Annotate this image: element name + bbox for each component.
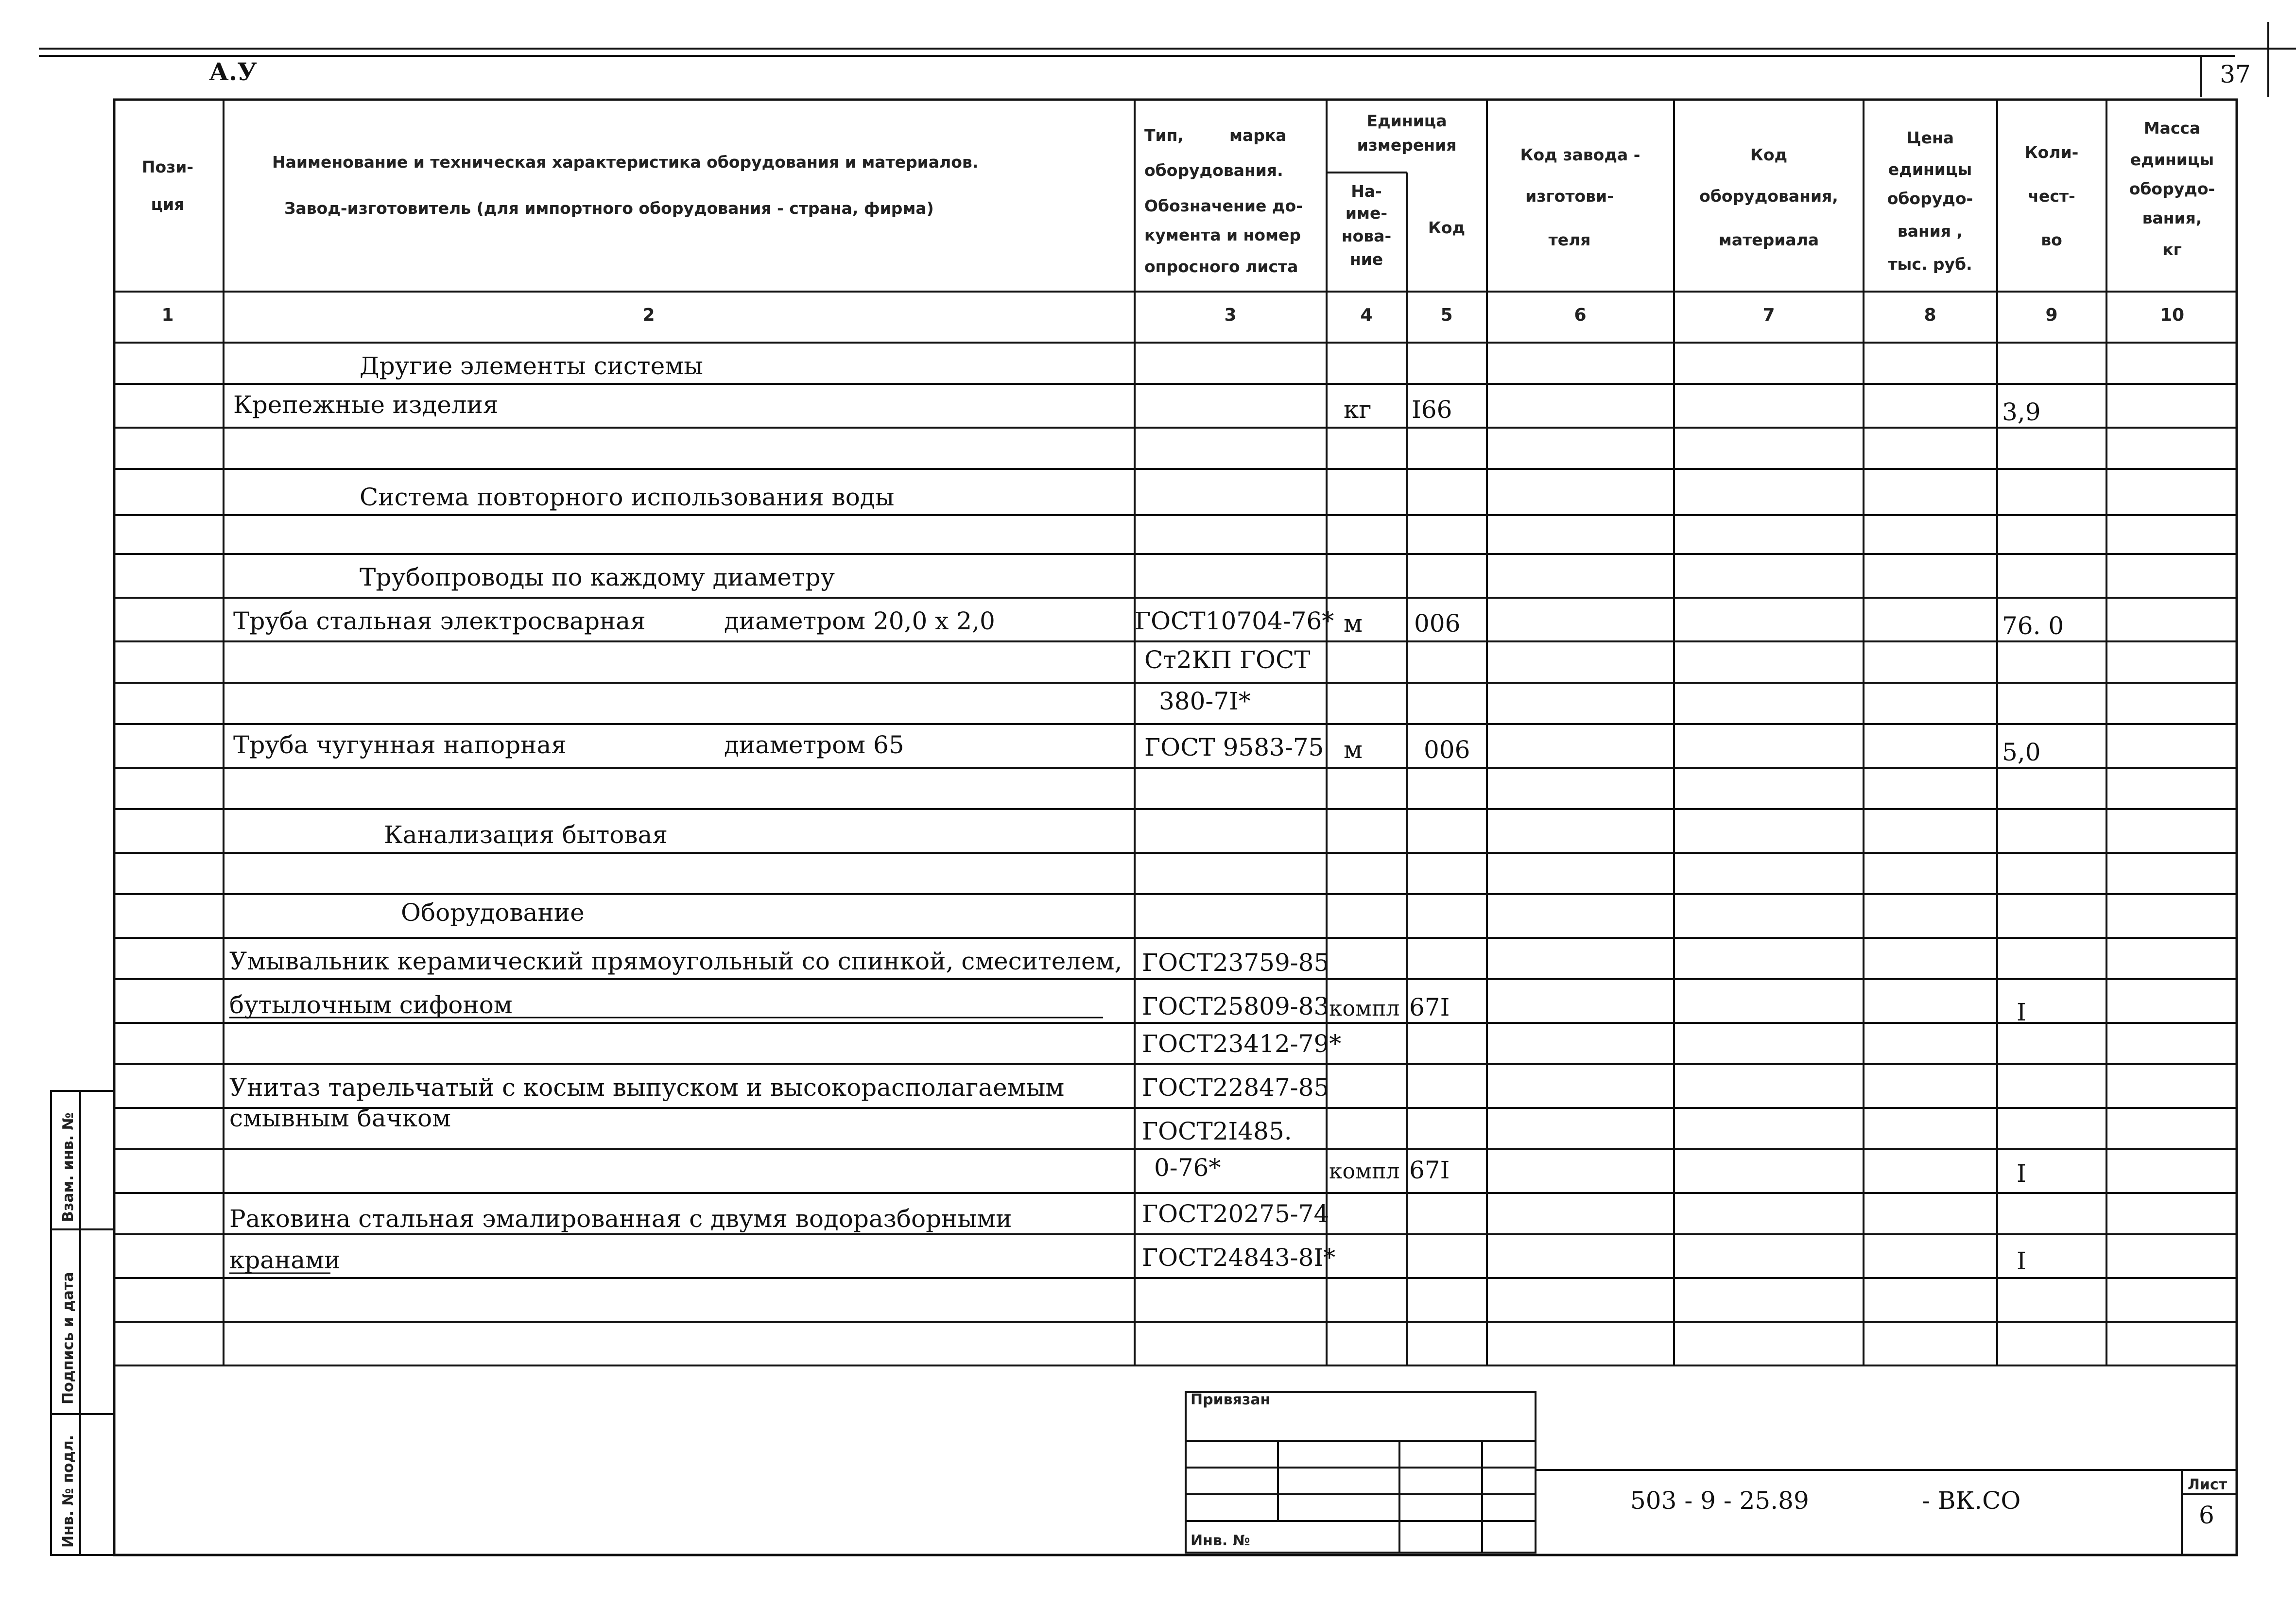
col-type-header-6: опросного листа xyxy=(1144,257,1298,276)
row-code: 67I xyxy=(1409,1156,1450,1184)
row-code: 006 xyxy=(1414,609,1461,638)
column-number: 5 xyxy=(1440,305,1453,325)
strip-replacement-inv: Взам. инв. № xyxy=(60,1112,77,1222)
col-type-header-3: оборудования. xyxy=(1144,161,1283,180)
column-number: 3 xyxy=(1224,305,1237,325)
col-price-header-5: тыс. руб. xyxy=(1888,255,1972,274)
row-type: ГОСТ23412-79* xyxy=(1142,1030,1342,1058)
row-type: ГОСТ22847-85 xyxy=(1142,1073,1329,1102)
col-unit-name-header-4: ние xyxy=(1349,250,1383,269)
sheet-label: Лист xyxy=(2188,1476,2227,1493)
row-name: Система повторного использования воды xyxy=(360,483,895,511)
row-qty: 3,9 xyxy=(2002,398,2041,426)
bound-label: Привязан xyxy=(1191,1391,1271,1408)
table-body xyxy=(229,352,2064,1275)
row-type: ГОСТ 9583-75 xyxy=(1144,733,1324,761)
page-number: 37 xyxy=(2220,60,2251,88)
row-unit: компл xyxy=(1329,996,1400,1021)
col-unit-code-header: Код xyxy=(1428,218,1466,237)
row-name: Раковина стальная эмалированная с двумя водоразборными xyxy=(229,1205,1012,1233)
row-type: ГОСТ23759-85 xyxy=(1142,949,1329,977)
column-number: 10 xyxy=(2159,305,2185,325)
strip-signature-date: Подпись и дата xyxy=(60,1272,77,1404)
row-name: Труба стальная электросварная xyxy=(233,607,646,635)
col-type-header-1: Тип, xyxy=(1144,126,1184,145)
row-code: I66 xyxy=(1412,396,1452,424)
row-name: бутылочным сифоном xyxy=(229,991,513,1019)
row-name: Умывальник керамический прямоугольный со спинкой, смесителем, xyxy=(229,947,1122,975)
title-block xyxy=(1536,1470,2237,1555)
row-unit: компл xyxy=(1329,1159,1400,1184)
strip-inv-original: Инв. № подл. xyxy=(60,1434,77,1548)
row-qty: I xyxy=(2017,1247,2026,1275)
col-equipment-code-header-3: материала xyxy=(1718,230,1819,249)
row-type: ГОСТ2I485. xyxy=(1142,1117,1292,1145)
row-name: смывным бачком xyxy=(229,1104,451,1132)
row-name: Канализация бытовая xyxy=(384,821,668,849)
col-type-header-2: марка xyxy=(1229,126,1287,145)
row-name: кранами xyxy=(229,1246,341,1274)
inv-label: Инв. № xyxy=(1191,1532,1250,1549)
col-unit-name-header-3: нова- xyxy=(1341,226,1392,245)
column-number: 2 xyxy=(642,305,655,325)
col-mass-header-1: Масса xyxy=(2143,119,2201,138)
series-mark: А.У xyxy=(209,57,257,86)
row-type: 380-7I* xyxy=(1159,687,1251,715)
col-equipment-code-header-1: Код xyxy=(1750,145,1788,164)
row-type: ГОСТ24843-8I* xyxy=(1142,1244,1336,1272)
col-factory-code-header-2: изготови- xyxy=(1525,187,1614,206)
row-qty: I xyxy=(2017,998,2026,1026)
col-price-header-1: Цена xyxy=(1906,128,1954,147)
column-numbers-row xyxy=(161,305,2184,325)
col-name-header-1: Наименование и техническая характеристика оборудования и материалов. xyxy=(272,153,979,172)
row-extra: диаметром 20,0 x 2,0 xyxy=(724,607,995,635)
col-unit-name-header-1: На- xyxy=(1351,182,1382,201)
col-unit-group-header-2: измерения xyxy=(1357,136,1457,155)
col-price-header-4: вания , xyxy=(1897,222,1963,241)
col-mass-header-2: единицы xyxy=(2130,150,2214,169)
table-header xyxy=(142,111,2215,276)
col-mass-header-5: кг xyxy=(2162,240,2182,259)
row-name: Трубопроводы по каждому диаметру xyxy=(360,563,835,591)
col-unit-group-header-1: Единица xyxy=(1366,111,1447,130)
row-name: Унитаз тарельчатый с косым выпуском и высокорасполагаемым xyxy=(229,1073,1065,1102)
row-type: ГОСТ10704-76* xyxy=(1135,607,1334,635)
col-quantity-header-1: Коли- xyxy=(2024,143,2079,162)
left-side-strip xyxy=(51,1091,114,1555)
row-qty: 5,0 xyxy=(2002,738,2041,766)
column-number: 7 xyxy=(1762,305,1775,325)
column-number: 6 xyxy=(1574,305,1587,325)
row-type: ГОСТ25809-83 xyxy=(1142,992,1329,1020)
row-code: 006 xyxy=(1424,736,1470,764)
col-mass-header-4: вания, xyxy=(2142,208,2202,227)
row-type: ГОСТ20275-74 xyxy=(1142,1200,1329,1228)
col-type-header-5: кумента и номер xyxy=(1144,225,1301,244)
row-name: Труба чугунная напорная xyxy=(233,731,567,759)
row-qty: 76. 0 xyxy=(2002,612,2064,640)
col-price-header-3: оборудо- xyxy=(1887,189,1973,208)
row-name: Крепежные изделия xyxy=(233,391,499,419)
sheet-number: 6 xyxy=(2199,1501,2214,1529)
col-name-header-2: Завод-изготовитель (для импортного оборудования - страна, фирма) xyxy=(284,199,934,218)
doc-code: 503 - 9 - 25.89 xyxy=(1630,1486,1809,1515)
col-quantity-header-3: во xyxy=(2041,230,2062,249)
column-number: 4 xyxy=(1360,305,1373,325)
row-unit: м xyxy=(1344,736,1363,764)
row-type: Ст2КП ГОСТ xyxy=(1144,646,1311,674)
col-price-header-2: единицы xyxy=(1888,160,1972,179)
row-name: Оборудование xyxy=(401,899,585,927)
row-code: 67I xyxy=(1409,993,1450,1021)
row-type: 0-76* xyxy=(1154,1154,1221,1182)
col-factory-code-header-3: теля xyxy=(1548,230,1591,249)
col-factory-code-header-1: Код завода - xyxy=(1520,145,1640,164)
row-extra: диаметром 65 xyxy=(724,731,904,759)
col-unit-name-header-2: име- xyxy=(1345,204,1388,223)
doc-suffix: - ВК.СО xyxy=(1922,1486,2021,1515)
row-unit: кг xyxy=(1344,396,1372,424)
row-qty: I xyxy=(2017,1159,2026,1188)
column-number: 9 xyxy=(2045,305,2058,325)
col-type-header-4: Обозначение до- xyxy=(1144,196,1303,215)
binding-stamp xyxy=(1186,1391,1536,1553)
column-number: 8 xyxy=(1924,305,1936,325)
row-unit: м xyxy=(1344,609,1363,638)
col-position-header-2: ция xyxy=(151,195,185,214)
col-position-header-1: Пози- xyxy=(141,157,194,176)
col-quantity-header-2: чест- xyxy=(2028,187,2075,206)
col-mass-header-3: оборудо- xyxy=(2129,179,2215,198)
row-name: Другие элементы системы xyxy=(360,352,703,380)
column-number: 1 xyxy=(161,305,174,325)
col-equipment-code-header-2: оборудования, xyxy=(1699,187,1838,206)
